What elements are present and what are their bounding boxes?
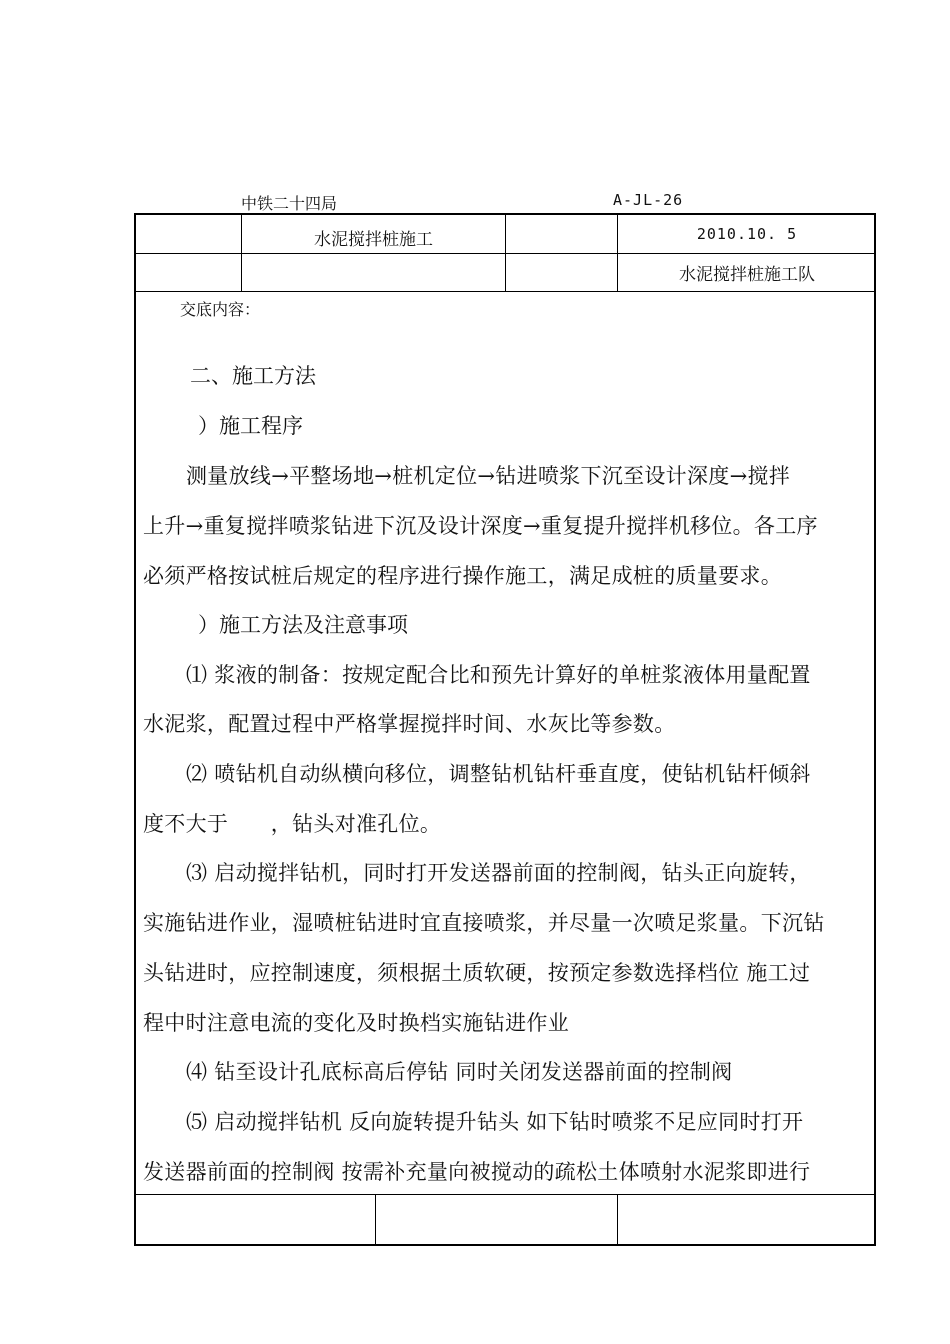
col-divider xyxy=(505,214,506,292)
body-line: 程中时注意电流的变化及时换档实施钻进作业 xyxy=(143,1011,569,1035)
sub-heading-method: ）施工方法及注意事项 xyxy=(198,613,408,637)
body-line: 测量放线→平整场地→桩机定位→钻进喷浆下沉至设计深度→搅拌 xyxy=(186,464,791,488)
body-line: ⑴ 浆液的制备：按规定配合比和预先计算好的单桩浆液体用量配置 xyxy=(186,663,811,687)
body-line: ⑸ 启动搅拌钻机 反向旋转提升钻头 如下钻时喷浆不足应同时打开 xyxy=(186,1110,804,1134)
number-value: A-JL-26 xyxy=(613,191,684,209)
body-line: 发送器前面的控制阀 按需补充量向被搅动的疏松土体喷射水泥浆即进行 xyxy=(143,1160,811,1184)
body-line: ⑶ 启动搅拌钻机，同时打开发送器前面的控制阀，钻头正向旋转， xyxy=(186,861,811,885)
col-divider xyxy=(375,1194,376,1246)
content-label: 交底内容： xyxy=(180,300,261,319)
body-line: 上升→重复搅拌喷浆钻进下沉及设计深度→重复提升搅拌机移位。各工序 xyxy=(143,514,818,538)
col-divider xyxy=(617,1194,618,1246)
project-name: 水泥搅拌桩施工 xyxy=(314,230,433,250)
body-line: 必须严格按试桩后规定的程序进行操作施工，满足成桩的质量要求。 xyxy=(143,564,782,588)
date-value: 2010.10. 5 xyxy=(696,225,798,243)
row-divider xyxy=(134,1194,876,1195)
body-line: 实施钻进作业，湿喷桩钻进时宜直接喷浆，并尽量一次喷足浆量。下沉钻 xyxy=(143,911,825,935)
body-line: ⑵ 喷钻机自动纵横向移位，调整钻机钻杆垂直度，使钻机钻杆倾斜 xyxy=(186,762,811,786)
body-line: 水泥浆，配置过程中严格掌握搅拌时间、水灰比等参数。 xyxy=(143,712,676,736)
body-line: 头钻进时，应控制速度，须根据土质软硬，按预定参数选择档位 施工过 xyxy=(143,961,811,985)
body-line: 度不大于 ，钻头对准孔位。 xyxy=(143,812,442,836)
body-line: ⑷ 钻至设计孔底标高后停钻 同时关闭发送器前面的控制阀 xyxy=(186,1060,733,1084)
section-heading: 二、施工方法 xyxy=(190,364,316,388)
team-value: 水泥搅拌桩施工队 xyxy=(679,265,815,285)
sub-heading-procedure: ）施工程序 xyxy=(198,414,303,438)
document-title xyxy=(0,100,950,128)
unit-value: 中铁二十四局 xyxy=(241,194,338,213)
